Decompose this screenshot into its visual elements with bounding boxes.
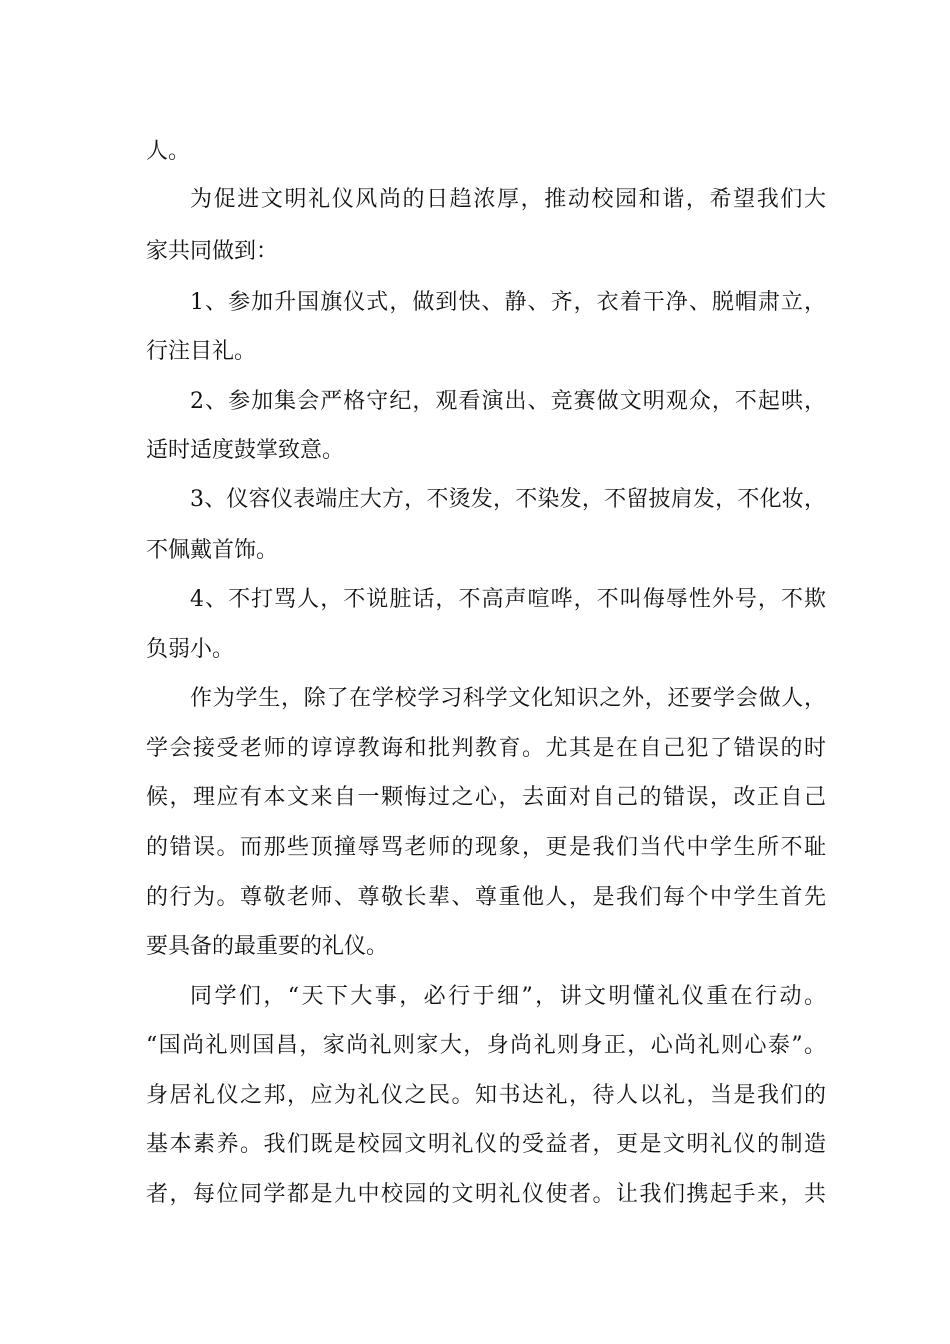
text-line: 者，每位同学都是九中校园的文明礼仪使者。让我们携起手来，共 [146,1182,826,1207]
text-line: 作为学生，除了在学校学习科学文化知识之外，还要学会做人， [190,686,826,711]
text-line: 身居礼仪之邦，应为礼仪之民。知书达礼，待人以礼，当是我们的 [146,1083,826,1108]
text-line: 候，理应有本文来自一颗悔过之心，去面对自己的错误，改正自己 [146,785,826,810]
text-line: 适时适度鼓掌致意。 [146,438,345,463]
text-line: 家共同做到： [146,239,279,264]
text-line: 基本素养。我们既是校园文明礼仪的受益者，更是文明礼仪的制造 [146,1132,826,1157]
text-line: 2、参加集会严格守纪，观看演出、竞赛做文明观众，不起哄， [190,389,826,414]
text-line: 行注目礼。 [146,339,257,364]
text-line: 同学们，“天下大事，必行于细”，讲文明懂礼仪重在行动。 [190,984,826,1009]
text-line: 要具备的最重要的礼仪。 [146,934,389,959]
text-line: 4、不打骂人，不说脏话，不高声喧哗，不叫侮辱性外号，不欺 [190,587,826,612]
text-line: 为促进文明礼仪风尚的日趋浓厚，推动校园和谐，希望我们大 [190,187,826,212]
text-line: 不佩戴首饰。 [146,538,279,563]
text-line: 的行为。尊敬老师、尊敬长辈、尊重他人，是我们每个中学生首先 [146,885,826,910]
text-line: “国尚礼则国昌，家尚礼则家大，身尚礼则身正，心尚礼则心泰”。 [146,1033,826,1058]
text-line: 负弱小。 [146,637,235,662]
text-line: 的错误。而那些顶撞辱骂老师的现象，更是我们当代中学生所不耻 [146,835,826,860]
text-line: 人。 [146,139,191,164]
text-line: 学会接受老师的谆谆教诲和批判教育。尤其是在自己犯了错误的时 [146,736,826,761]
text-line: 1、参加升国旗仪式，做到快、静、齐，衣着干净、脱帽肃立， [190,290,826,315]
text-line: 3、仪容仪表端庄大方，不烫发，不染发，不留披肩发，不化妆， [190,487,826,512]
